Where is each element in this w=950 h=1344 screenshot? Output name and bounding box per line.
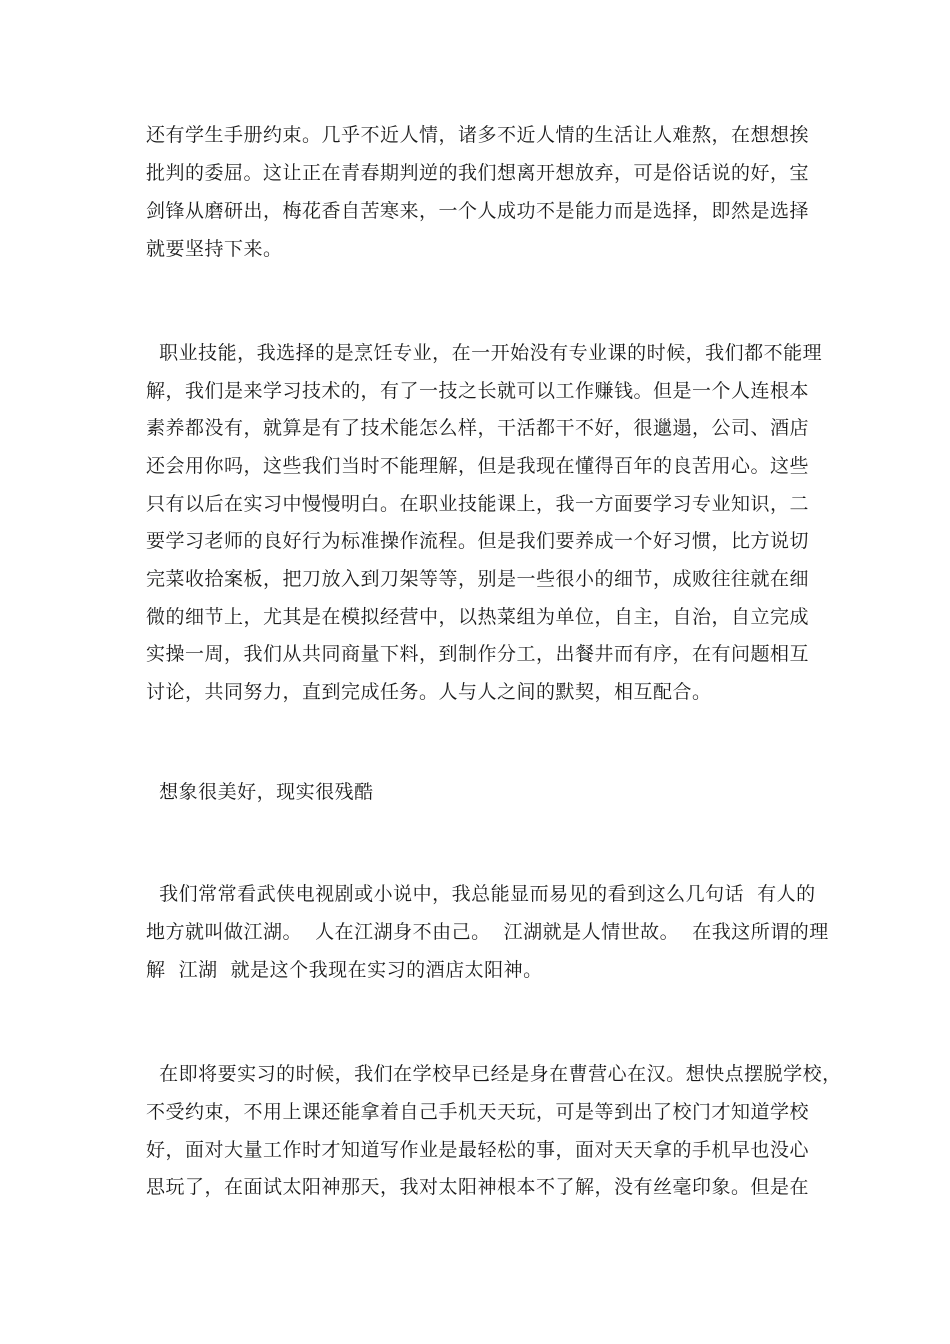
text-line: 还有学生手册约束。几乎不近人情，诸多不近人情的生活让人难熬，在想想挨	[146, 124, 810, 146]
text-line: 批判的委屈。这让正在青春期判逆的我们想离开想放弃，可是俗话说的好，宝	[146, 162, 810, 184]
text-line: 讨论，共同努力，直到完成任务。人与人之间的默契，相互配合。	[146, 681, 712, 703]
text-line: 解 江湖 就是这个我现在实习的酒店太阳神。	[146, 959, 543, 981]
text-line: 在即将要实习的时候，我们在学校早已经是身在曹营心在汉。想快点摆脱学校，	[146, 1063, 842, 1085]
text-line: 微的细节上，尤其是在模拟经营中，以热菜组为单位，自主，自治，自立完成	[146, 606, 810, 628]
text-line: 解，我们是来学习技术的，有了一技之长就可以工作赚钱。但是一个人连根本	[146, 380, 810, 402]
text-line: 不受约束，不用上课还能拿着自己手机天天玩，可是等到出了校门才知道学校	[146, 1101, 810, 1123]
text-line: 只有以后在实习中慢慢明白。在职业技能课上，我一方面要学习专业知识，二	[146, 493, 810, 515]
text-line: 思玩了，在面试太阳神那天，我对太阳神根本不了解，没有丝毫印象。但是在	[146, 1176, 810, 1198]
text-line: 我们常常看武侠电视剧或小说中，我总能显而易见的看到这么几句话 有人的	[146, 883, 816, 905]
text-line: 地方就叫做江湖。 人在江湖身不由己。 江湖就是人情世故。 在我这所谓的理	[146, 921, 829, 943]
text-line: 职业技能，我选择的是烹饪专业，在一开始没有专业课的时候，我们都不能理	[146, 342, 823, 364]
text-line: 就要坚持下来。	[146, 238, 283, 260]
text-line: 好，面对大量工作时才知道写作业是最轻松的事，面对天天拿的手机早也没心	[146, 1139, 810, 1161]
text-line: 完菜收拾案板，把刀放入到刀架等等，别是一些很小的细节，成败往往就在细	[146, 568, 810, 590]
text-line: 剑锋从磨研出，梅花香自苦寒来，一个人成功不是能力而是选择，即然是选择	[146, 200, 810, 222]
text-line: 素养都没有，就算是有了技术能怎么样，干活都干不好，很邋遢，公司、酒店	[146, 417, 810, 439]
text-line: 实操一周，我们从共同商量下料，到制作分工，出餐井而有序，在有问题相互	[146, 643, 810, 665]
text-line: 还会用你吗，这些我们当时不能理解，但是我现在懂得百年的良苦用心。这些	[146, 455, 810, 477]
section-heading: 想象很美好，现实很残酷	[146, 781, 374, 803]
text-line: 要学习老师的良好行为标准操作流程。但是我们要养成一个好习惯，比方说切	[146, 530, 810, 552]
